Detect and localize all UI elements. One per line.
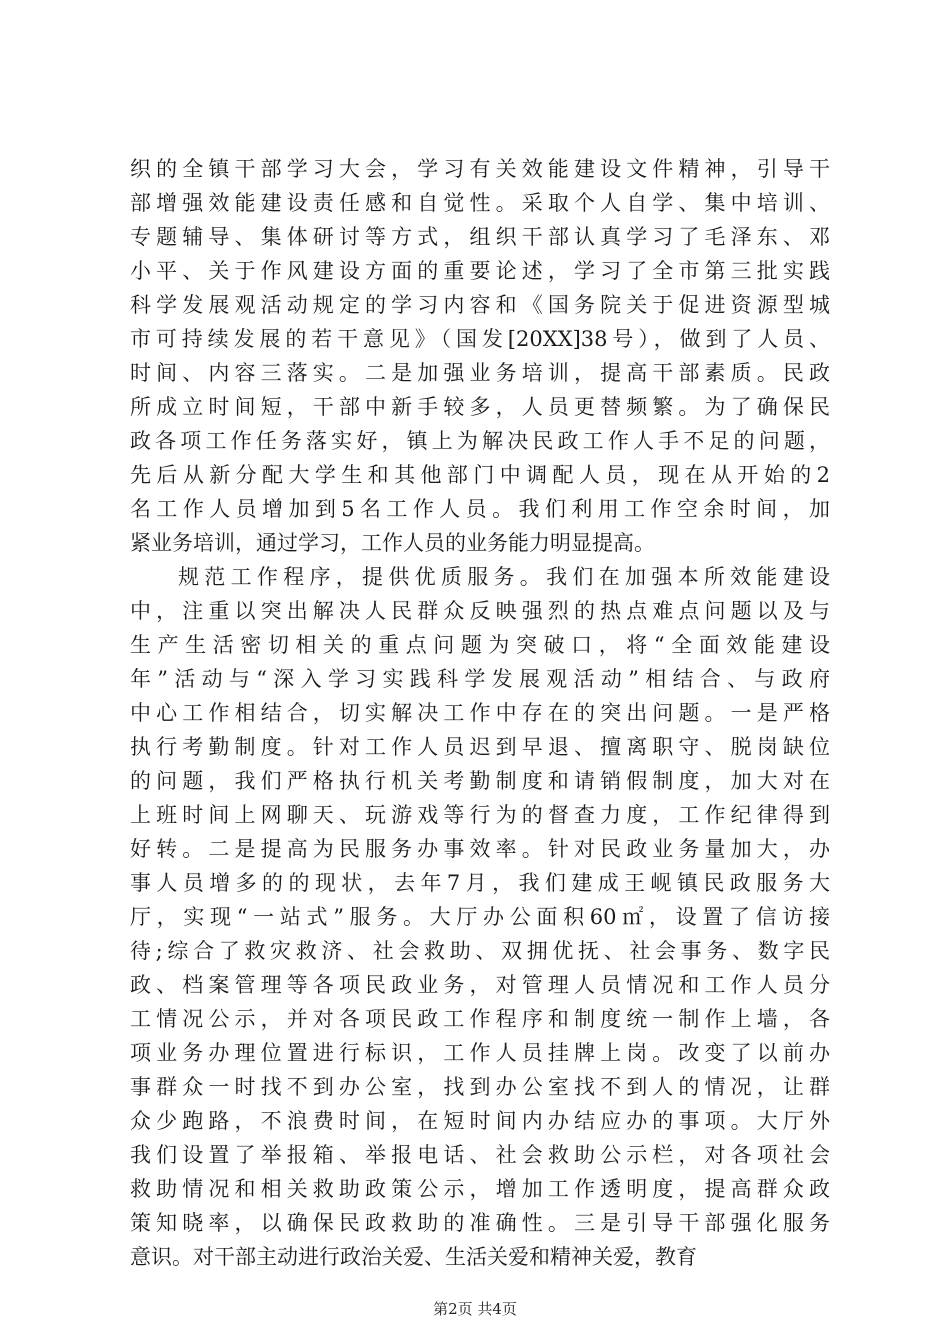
text-line: 政各项工作任务落实好，镇上为解决民政工作人手不足的问题， (130, 429, 830, 453)
text-line: 名工作人员增加到5名工作人员。我们利用工作空余时间，加 (130, 497, 830, 521)
text-line: 执行考勤制度。针对工作人员迟到早退、擅离职守、脱岗缺位 (130, 735, 830, 759)
text-line: 织的全镇干部学习大会，学习有关效能建设文件精神，引导干 (130, 157, 830, 181)
text-line: 中心工作相结合，切实解决工作中存在的突出问题。一是严格 (130, 701, 830, 725)
page-footer: 第2页 共4页 (433, 1300, 517, 1318)
text-line: 规范工作程序，提供优质服务。我们在加强本所效能建设 (178, 565, 830, 589)
text-line: 所成立时间短，干部中新手较多，人员更替频繁。为了确保民 (130, 395, 830, 419)
text-line: 上班时间上网聊天、玩游戏等行为的督查力度，工作纪律得到 (130, 803, 830, 827)
text-line: 政、档案管理等各项民政业务，对管理人员情况和工作人员分 (130, 973, 830, 997)
text-line: 工情况公示，并对各项民政工作程序和制度统一制作上墙，各 (130, 1007, 830, 1031)
text-line: 好转。二是提高为民服务办事效率。针对民政业务量加大，办 (130, 837, 830, 861)
text-line: 待;综合了救灾救济、社会救助、双拥优抚、社会事务、数字民 (130, 939, 830, 963)
text-line: 事人员增多的的现状，去年7月，我们建成王岘镇民政服务大 (130, 871, 830, 895)
text-line: 小平、关于作风建设方面的重要论述，学习了全市第三批实践 (130, 259, 830, 283)
text-line: 救助情况和相关救助政策公示，增加工作透明度，提高群众政 (130, 1177, 830, 1201)
text-line: 厅，实现“一站式”服务。大厅办公面积60㎡，设置了信访接 (130, 905, 830, 929)
text-line: 事群众一时找不到办公室，找到办公室找不到人的情况，让群 (130, 1075, 830, 1099)
text-line: 专题辅导、集体研讨等方式，组织干部认真学习了毛泽东、邓 (130, 225, 830, 249)
text-line: 先后从新分配大学生和其他部门中调配人员，现在从开始的2 (130, 463, 830, 487)
paragraph-2 (130, 560, 830, 1274)
text-line: 科学发展观活动规定的学习内容和《国务院关于促进资源型城 (130, 293, 830, 317)
text-line: 策知晓率，以确保民政救助的准确性。三是引导干部强化服务 (130, 1211, 830, 1235)
text-line: 年”活动与“深入学习实践科学发展观活动”相结合、与政府 (130, 667, 830, 691)
text-line: 部增强效能建设责任感和自觉性。采取个人自学、集中培训、 (130, 191, 830, 215)
text-line: 意识。对干部主动进行政治关爱、生活关爱和精神关爱，教育 (130, 1245, 697, 1269)
document-body (130, 152, 830, 1274)
text-line: 的问题，我们严格执行机关考勤制度和请销假制度，加大对在 (130, 769, 830, 793)
paragraph-1 (130, 152, 830, 560)
text-line: 时间、内容三落实。二是加强业务培训，提高干部素质。民政 (130, 361, 830, 385)
text-line: 我们设置了举报箱、举报电话、社会救助公示栏，对各项社会 (130, 1143, 830, 1167)
text-line: 生产生活密切相关的重点问题为突破口，将“全面效能建设 (130, 633, 830, 657)
text-line: 市可持续发展的若干意见》（国发[20XX]38号），做到了人员、 (130, 327, 830, 351)
text-line: 紧业务培训，通过学习，工作人员的业务能力明显提高。 (130, 531, 655, 555)
text-line: 项业务办理位置进行标识，工作人员挂牌上岗。改变了以前办 (130, 1041, 830, 1065)
text-line: 众少跑路，不浪费时间，在短时间内办结应办的事项。大厅外 (130, 1109, 830, 1133)
text-line: 中，注重以突出解决人民群众反映强烈的热点难点问题以及与 (130, 599, 830, 623)
